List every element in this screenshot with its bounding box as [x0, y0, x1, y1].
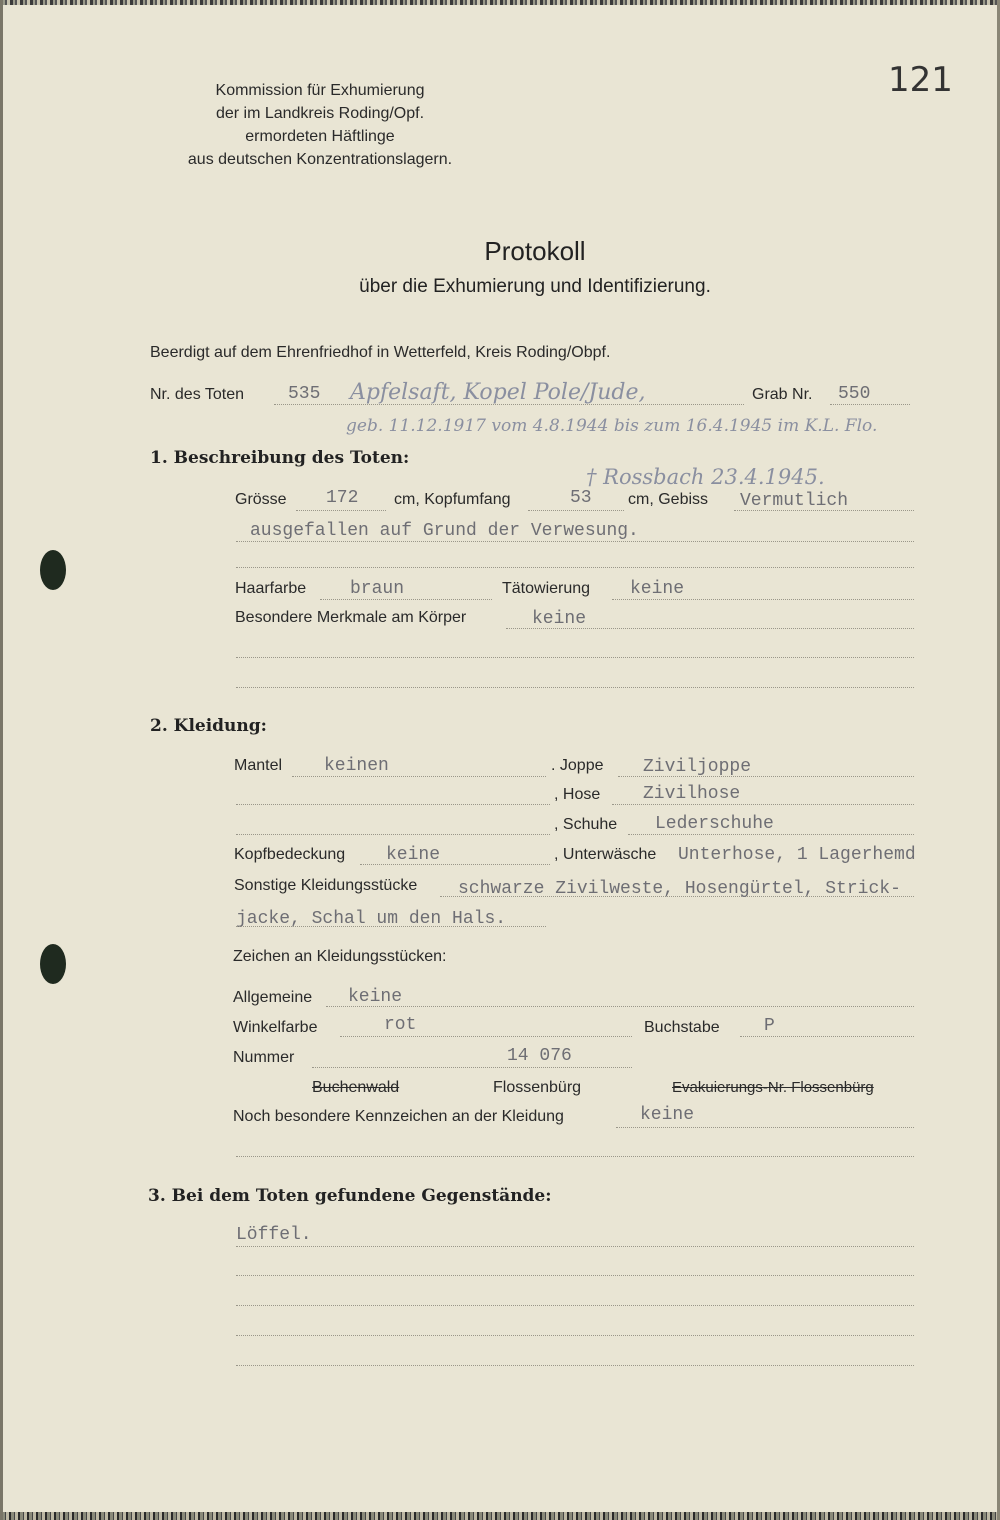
camp-buchenwald: Buchenwald [312, 1079, 400, 1096]
haarfarbe-value: braun [350, 579, 405, 599]
mantel-blank-line-2 [236, 834, 550, 835]
grab-number-label: Grab Nr. [752, 386, 813, 403]
kopfumfang-label: cm, Kopfumfang [394, 491, 511, 508]
section-3-line-3 [236, 1305, 914, 1306]
groesse-value: 172 [326, 488, 359, 508]
camp-evakuierung: Evakuierungs-Nr. Flossenbürg [672, 1079, 874, 1096]
taetowierung-value: keine [630, 579, 685, 599]
gebiss-value-continued: ausgefallen auf Grund der Verwesung. [250, 521, 639, 541]
section-3-line-1 [236, 1246, 914, 1247]
document-subtitle: über die Exhumierung und Identifizierung. [359, 276, 711, 297]
joppe-label: . Joppe [551, 757, 604, 774]
hose-line [612, 804, 914, 805]
section-3-heading: 3. Bei dem Toten gefundene Gegenstände: [148, 1186, 552, 1206]
buchstabe-label: Buchstabe [644, 1019, 720, 1036]
unterwaesche-label: , Unterwäsche [554, 846, 657, 863]
haarfarbe-line [320, 599, 492, 600]
kopfumfang-line [528, 510, 624, 511]
scan-edge-left [0, 0, 3, 1520]
kennzeichen-value: keine [640, 1105, 695, 1125]
gebiss-line-2 [236, 541, 914, 542]
winkelfarbe-line [340, 1036, 632, 1037]
merkmale-value: keine [532, 609, 587, 629]
punch-hole-bottom [40, 944, 66, 984]
mantel-line [292, 776, 546, 777]
mantel-blank-line-1 [236, 804, 550, 805]
schuhe-line [628, 834, 914, 835]
page-number: 121 [888, 60, 953, 100]
birth-handwritten: geb. 11.12.1917 vom 4.8.1944 bis zum 16.4.1945 im K.L. Flo. [346, 416, 878, 436]
gebiss-label: cm, Gebiss [628, 491, 709, 508]
kopfumfang-value: 53 [570, 488, 592, 508]
header-line-3: ermordeten Häftlinge [245, 128, 395, 145]
sonstige-line-2 [236, 926, 546, 927]
buchstabe-value: P [764, 1016, 775, 1036]
nummer-label: Nummer [233, 1049, 295, 1066]
merkmale-label: Besondere Merkmale am Körper [235, 609, 467, 626]
winkelfarbe-label: Winkelfarbe [233, 1019, 318, 1036]
joppe-value: Ziviljoppe [643, 757, 752, 777]
section-1-blank-line-3 [236, 687, 914, 688]
toten-number-value: 535 [288, 384, 321, 404]
nummer-value: 14 076 [507, 1046, 572, 1066]
section-1-blank-line-2 [236, 657, 914, 658]
section-3-value: Löffel. [236, 1225, 312, 1245]
punch-hole-top [40, 550, 66, 590]
allgemeine-line [326, 1006, 914, 1007]
sonstige-label: Sonstige Kleidungsstücke [234, 877, 418, 894]
toten-name-handwritten: Apfelsaft, Kopel Pole/Jude, [350, 380, 646, 405]
document-title: Protokoll [484, 236, 586, 266]
scan-edge-bottom [0, 1512, 1000, 1520]
kennzeichen-label: Noch besondere Kennzeichen an der Kleidung [233, 1108, 564, 1125]
haarfarbe-label: Haarfarbe [235, 580, 307, 597]
header-line-4: aus deutschen Konzentrationslagern. [187, 151, 453, 168]
commission-header [160, 79, 480, 171]
section-1-blank-line-1 [236, 567, 914, 568]
buchstabe-line [740, 1036, 914, 1037]
toten-number-label: Nr. des Toten [150, 386, 244, 403]
scan-edge-top [0, 0, 1000, 5]
header-line-1: Kommission für Exhumierung [215, 82, 425, 99]
hose-label: , Hose [554, 786, 601, 803]
zeichen-label: Zeichen an Kleidungsstücken: [233, 948, 447, 965]
section-3-line-2 [236, 1275, 914, 1276]
allgemeine-label: Allgemeine [233, 989, 313, 1006]
kopfbedeckung-value: keine [386, 845, 441, 865]
nummer-line [312, 1067, 632, 1068]
taetowierung-label: Tätowierung [502, 580, 591, 597]
hose-value: Zivilhose [643, 784, 741, 804]
grab-number-value: 550 [838, 384, 871, 404]
winkelfarbe-value: rot [384, 1015, 417, 1035]
schuhe-value: Lederschuhe [655, 814, 774, 834]
groesse-line [296, 510, 386, 511]
sonstige-value: schwarze Zivilweste, Hosengürtel, Strick- [458, 879, 901, 899]
allgemeine-value: keine [348, 987, 403, 1007]
section-1-heading: 1. Beschreibung des Toten: [150, 448, 410, 468]
section-2-blank-line [236, 1156, 914, 1157]
death-handwritten: † Rossbach 23.4.1945. [586, 465, 825, 489]
section-3-line-4 [236, 1335, 914, 1336]
groesse-label: Grösse [235, 491, 287, 508]
mantel-label: Mantel [234, 757, 283, 774]
gebiss-value: Vermutlich [740, 491, 849, 511]
section-2-heading: 2. Kleidung: [150, 716, 267, 736]
camp-flossenbuerg: Flossenbürg [493, 1079, 582, 1096]
mantel-value: keinen [324, 756, 389, 776]
kennzeichen-line [616, 1127, 914, 1128]
header-line-2: der im Landkreis Roding/Opf. [215, 105, 425, 122]
grab-number-line [830, 404, 910, 405]
taetowierung-line [612, 599, 914, 600]
schuhe-label: , Schuhe [554, 816, 618, 833]
sonstige-value-continued: jacke, Schal um den Hals. [236, 909, 507, 929]
kopfbedeckung-label: Kopfbedeckung [234, 846, 346, 863]
unterwaesche-value: Unterhose, 1 Lagerhemd [678, 845, 916, 865]
burial-location: Beerdigt auf dem Ehrenfriedhof in Wetterfeld, Kreis Roding/Obpf. [150, 344, 611, 361]
section-3-line-5 [236, 1365, 914, 1366]
